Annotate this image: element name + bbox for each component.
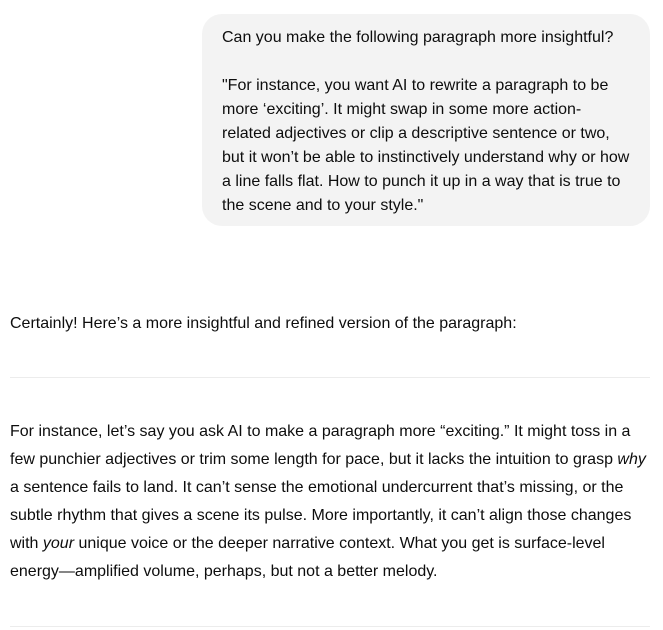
emphasis-your: your: [42, 535, 75, 552]
assistant-message: [10, 312, 650, 336]
assistant-intro-text: Certainly! Here’s a more insightful and refined version of the paragraph:: [10, 315, 517, 332]
user-message-bubble: [202, 14, 650, 226]
paragraph-text-part-3: unique voice or the deeper narrative context. What you get is surface-level energy—amplified volume, perhaps, but not a better melody.: [10, 535, 605, 580]
assistant-rewritten-paragraph: [10, 418, 650, 586]
paragraph-text-part-1: For instance, let’s say you ask AI to make a paragraph more “exciting.” It might toss in a few punchier adjectives or trim some length for pace, but it lacks the intuition to grasp: [10, 423, 631, 468]
user-prompt-text: Can you make the following paragraph more insightful?: [222, 29, 614, 46]
user-quoted-paragraph: "For instance, you want AI to rewrite a paragraph to be more ‘exciting’. It might swap in some more action-related adjectives or clip a descriptive sentence or two, but it won’t be able to instinctively understand why or how a line falls flat. How to punch it up in a way that is true to the scene and to your style.": [222, 77, 630, 214]
divider-top: [10, 377, 650, 378]
paragraph-text-part-2: a sentence fails to land. It can’t sense the emotional undercurrent that’s missing, or the subtle rhythm that gives a scene its pulse. More importantly, it can’t align those changes with: [10, 479, 632, 552]
emphasis-why: why: [617, 451, 646, 468]
divider-bottom: [10, 626, 650, 627]
